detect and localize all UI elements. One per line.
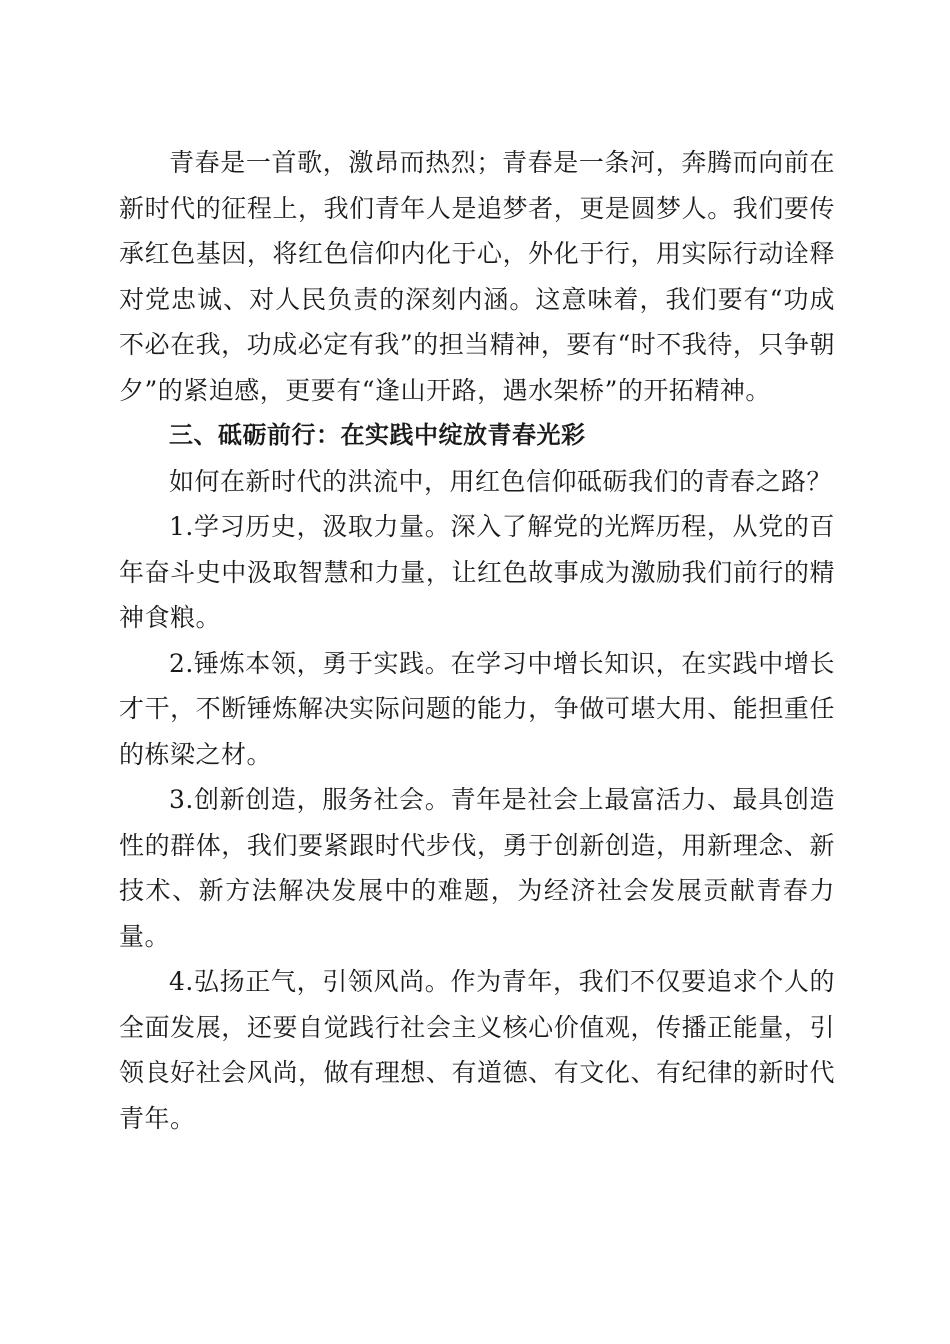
paragraph-question: 如何在新时代的洪流中，用红色信仰砥砺我们的青春之路？	[169, 466, 833, 496]
list-item-4: 4.弘扬正气，引领风尚。作为青年，我们不仅要追求个人的全面发展，还要自觉践行社会主义核心价值观，传播正能量，引领良好社会风尚，做有理想、有道德、有文化、有纪律的新时代青年。	[119, 967, 835, 1133]
document-body	[119, 140, 835, 1141]
list-item-1: 1.学习历史，汲取力量。深入了解党的光辉历程，从党的百年奋斗史中汲取智慧和力量，让红色故事成为激励我们前行的精神食粮。	[119, 512, 835, 632]
list-item-3: 3.创新创造，服务社会。青年是社会上最富活力、最具创造性的群体，我们要紧跟时代步伐，勇于创新创造，用新理念、新技术、新方法解决发展中的难题，为经济社会发展贡献青春力量。	[119, 785, 835, 951]
section-heading: 三、砥砺前行：在实践中绽放青春光彩	[169, 421, 586, 449]
paragraph-intro: 青春是一首歌，激昂而热烈；青春是一条河，奔腾而向前在新时代的征程上，我们青年人是追梦者，更是圆梦人。我们要传承红色基因，将红色信仰内化于心，外化于行，用实际行动诠释对党忠诚、对人民负责的深刻内涵。这意味着，我们要有“功成不必在我，功成必定有我”的担当精神，要有“时不我待，只争朝夕”的紧迫感，更要有“逢山开路，遇水架桥”的开拓精神。	[119, 148, 835, 405]
list-item-2: 2.锤炼本领，勇于实践。在学习中增长知识，在实践中增长才干，不断锤炼解决实际问题的能力，争做可堪大用、能担重任的栋梁之材。	[119, 648, 835, 769]
